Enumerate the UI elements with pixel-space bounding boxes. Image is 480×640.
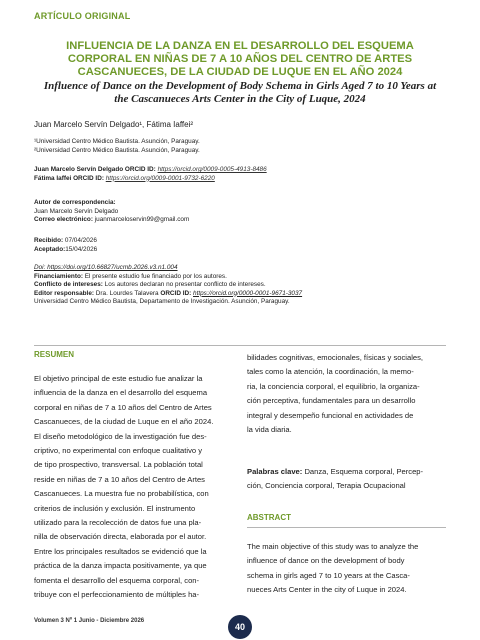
title-english [30, 80, 450, 106]
text-line: de tipo prospectivo, transversal. La población total [34, 460, 203, 470]
correspondence-label: Autor de correspondencia: [34, 199, 116, 206]
email-value[interactable]: juanmarceloservin99@gmail.com [94, 216, 190, 223]
text-line: tales como la atención, la coordinación, la memo- [247, 367, 414, 377]
page-number-badge: 40 [228, 615, 252, 639]
received-label: Recibido: [34, 237, 64, 244]
text-line: The main objective of this study was to analyze the [247, 542, 419, 551]
editor-label: Editor responsable: [34, 289, 95, 297]
keywords-line [247, 465, 446, 479]
editor-name: Dra. Lourdes Talavera [95, 289, 159, 297]
title-en-line: the Cascanueces Arts Center in the City of Luque, 2024 [114, 93, 366, 105]
email-label: Correo electrónico: [34, 216, 93, 223]
text-line: tribuye con el perfeccionamiento de múltiples ha- [34, 590, 200, 600]
keywords-text: Danza, Esquema corporal, Percep- [304, 467, 424, 476]
correspondence-block [34, 199, 189, 225]
text-line: la vida diaria. [247, 425, 292, 435]
editor-institution: Universidad Centro Médico Bautista, Departamento de Investigación. Asunción, Paraguay. [34, 298, 290, 305]
accepted-row [34, 246, 97, 255]
resumen-heading: RESUMEN [34, 350, 75, 359]
editor-orcid-link[interactable]: https://orcid.org/0000-0001-9671-3037 [193, 289, 303, 297]
conflict-label: Conflicto de intereses: [34, 281, 103, 288]
text-line: corporal en niñas de 7 a 10 años del Centro de Artes [34, 402, 212, 412]
orcid-link-2[interactable]: https://orcid.org/0009-0001-9732-6220 [105, 174, 215, 182]
title-es-line: CASCANUECES, DE LA CIUDAD DE LUQUE EN EL AÑO 2024 [77, 66, 403, 78]
dates-block [34, 237, 97, 254]
orcid-row-2 [34, 175, 267, 184]
keywords-line: ción, Conciencia corporal, Terapia Ocupacional [247, 481, 406, 491]
text-line: Cascanueces, de la ciudad de Luque en el año 2024. [34, 417, 214, 427]
editor-orcid-label: ORCID ID: [160, 289, 192, 297]
accepted-label: Aceptado: [34, 245, 66, 253]
accepted-date: 15/04/2026 [65, 245, 98, 253]
text-line: influence of dance on the development of body [247, 556, 405, 566]
text-line: utilizado para la recolección de datos fue una pla- [34, 518, 202, 528]
divider [34, 345, 446, 346]
text-line: nueces Arts Center in the city of Luque in 2024. [247, 585, 407, 595]
text-line: Cascanueces. La muestra fue no probabilística, con [34, 489, 209, 499]
keywords [247, 465, 446, 494]
volume-text: Volumen 3 Nº 1 Junio - Diciembre 2026 [34, 618, 145, 624]
text-line: ción perceptiva, fundamentales para un desarrollo [247, 396, 416, 406]
title-en-line: Influence of Dance on the Development of Body Schema in Girls Aged 7 to 10 Years at [43, 80, 437, 92]
orcid-link-1[interactable]: https://orcid.org/0009-0005-4913-8486 [157, 166, 267, 173]
text-line: bilidades cognitivas, emocionales, físicas y sociales, [247, 353, 424, 362]
text-line: fomenta el desarrollo del esquema corporal, con- [34, 575, 200, 585]
footer-volume [34, 618, 144, 624]
text-line: integral y desempeño funcional en actividades de [247, 410, 414, 420]
doi-link[interactable]: Doi: https://doi.org/10.66827/ucmb.2026.v3.n1.004 [34, 264, 178, 271]
text-line: Entre los principales resultados se evidenció que la [34, 546, 207, 556]
title-spanish [30, 40, 450, 79]
orcid-label-2: Fátima Iaffei ORCID ID: [34, 174, 104, 182]
abstract-heading: ABSTRACT [247, 513, 291, 522]
conflict-text: Los autores declaran no presentar conflicto de intereses. [104, 281, 266, 288]
correspondence-name: Juan Marcelo Servín Delgado [34, 207, 119, 215]
resumen-text-left [34, 372, 233, 603]
title-es-line: CORPORAL EN NIÑAS DE 7 A 10 AÑOS DEL CENTRO DE ARTES [67, 53, 413, 65]
text-line: influencia de la danza en el desarrollo del esquema [34, 388, 208, 398]
funding-text: El presente estudio fue financiado por los autores. [84, 272, 227, 280]
text-line: ria, la conciencia corporal, el equilibrio, la organiza- [247, 381, 420, 391]
affiliations [34, 138, 200, 155]
text-line: criptivo, no experimental con enfoque cualitativo y [34, 446, 203, 456]
orcid-label-1: Juan Marcelo Servín Delgado ORCID ID: [34, 166, 156, 173]
text-line: práctica de la danza impacta positivamente, ya que [34, 561, 207, 571]
conflict-row [34, 281, 302, 290]
text-line: El diseño metodológico de la investigación fue des- [34, 431, 207, 441]
affiliation-1: ¹Universidad Centro Médico Bautista. Asunción, Paraguay. [34, 138, 200, 145]
divider [247, 527, 446, 528]
resumen-text-right [247, 351, 446, 437]
meta-block [34, 264, 302, 307]
title-es-line: INFLUENCIA DE LA DANZA EN EL DESARROLLO DEL ESQUEMA [66, 40, 414, 52]
section-label: ARTÍCULO ORIGINAL [34, 11, 131, 21]
orcid-row-1 [34, 166, 267, 175]
funding-label: Financiamiento: [34, 272, 84, 280]
text-line: reside en niñas de 7 a 10 años del Centro de Artes [34, 474, 205, 484]
correspondence-email-row [34, 216, 189, 225]
text-line: criterios de inclusión y exclusión. El instrumento [34, 503, 196, 513]
affiliation-2: ²Universidad Centro Médico Bautista. Asunción, Paraguay. [34, 146, 200, 154]
text-line: nilla de observación directa, elaborada por el autor. [34, 532, 207, 542]
received-date: 07/04/2026 [64, 237, 97, 244]
funding-row [34, 273, 302, 282]
editor-row [34, 290, 302, 299]
abstract-text [247, 540, 446, 598]
orcid-block [34, 166, 267, 183]
text-line: El objetivo principal de este estudio fue analizar la [34, 374, 203, 383]
received-row [34, 237, 97, 246]
keywords-label: Palabras clave: [247, 467, 303, 476]
text-line: schema in girls aged 7 to 10 years at the Casca- [247, 570, 410, 580]
author-list: Juan Marcelo Servín Delgado¹, Fátima Iaffei² [34, 120, 194, 129]
